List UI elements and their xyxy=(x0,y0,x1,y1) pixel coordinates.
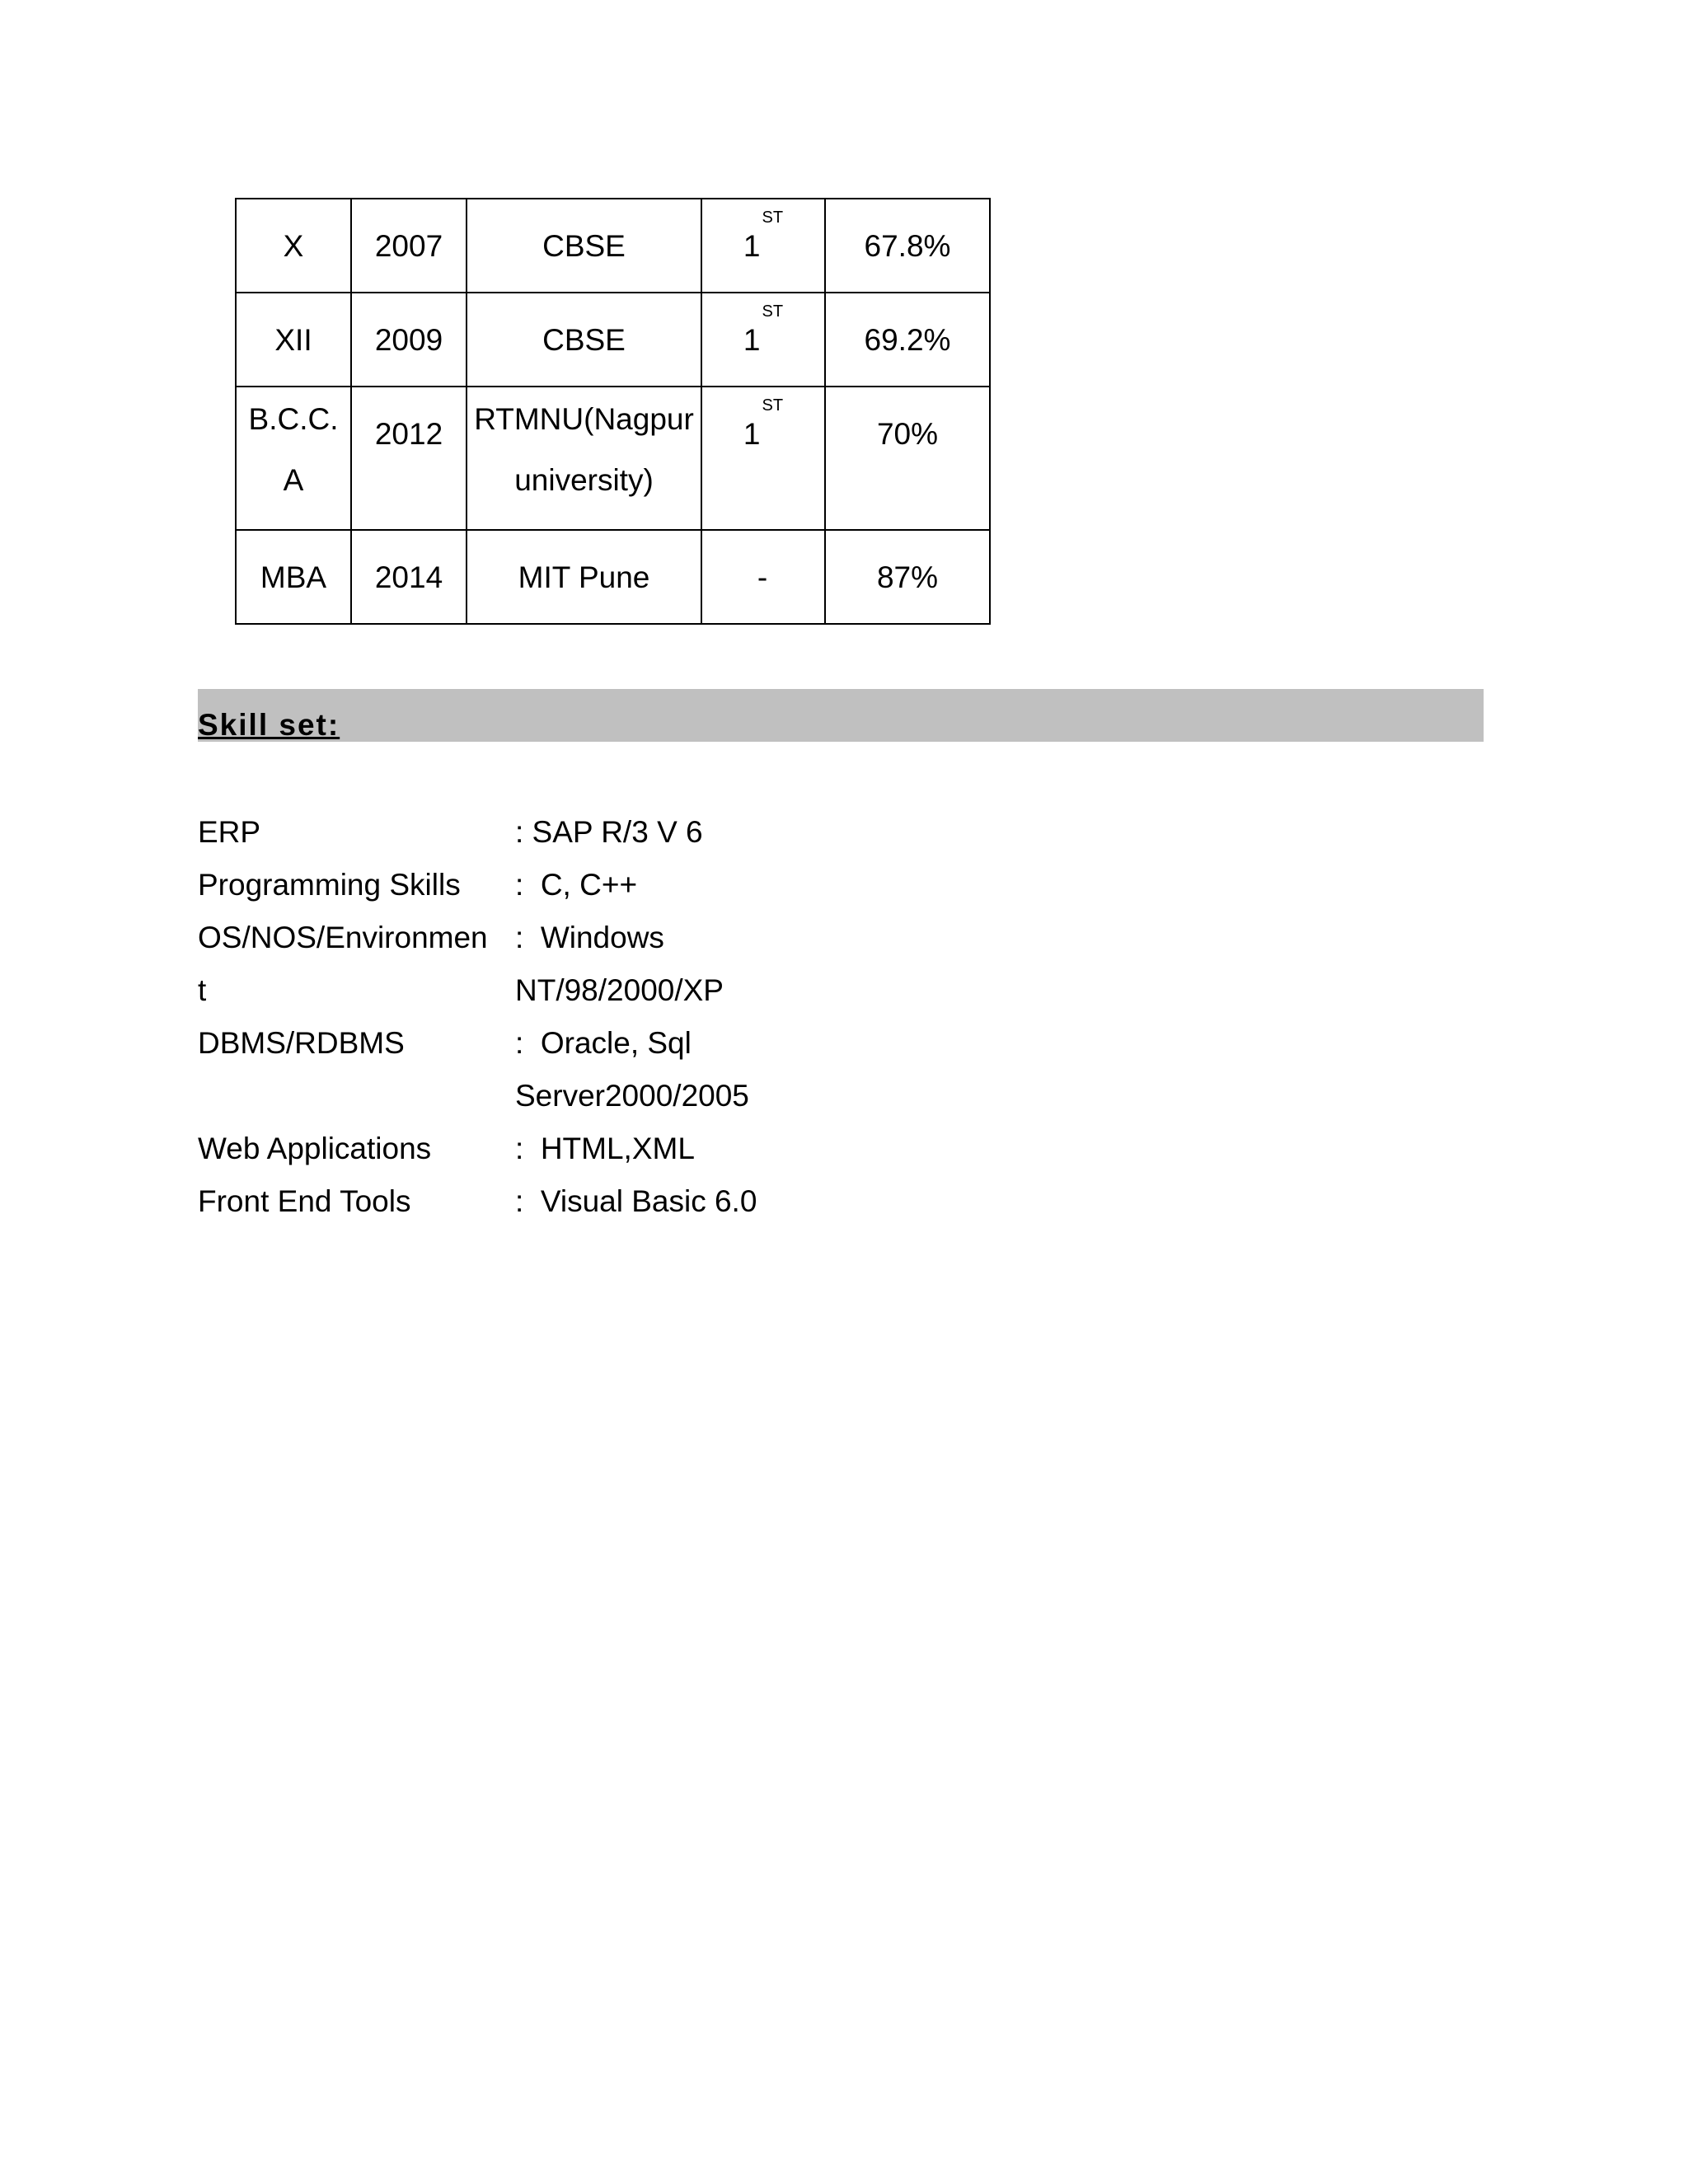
skill-row-erp xyxy=(198,806,787,859)
skill-row-programming xyxy=(198,859,787,912)
skill-row-web xyxy=(198,1122,787,1175)
board-cell: RTMNU(Nagpur university) xyxy=(467,387,701,530)
percentage-cell: 69.2% xyxy=(825,293,990,387)
skill-label: ERP xyxy=(198,815,261,849)
division-value: - xyxy=(757,560,768,594)
skill-label: Programming Skills xyxy=(198,868,461,902)
skill-list xyxy=(198,806,787,1228)
section-title: Skill set: xyxy=(198,708,340,742)
board-cell: CBSE xyxy=(467,293,701,387)
skill-label: Front End Tools xyxy=(198,1184,411,1218)
division-value: 1 xyxy=(743,323,761,357)
skill-label: Web Applications xyxy=(198,1132,432,1165)
division-cell xyxy=(701,387,825,530)
table-row xyxy=(236,530,990,624)
board-cell: MIT Pune xyxy=(467,530,701,624)
percentage-cell: 70% xyxy=(825,387,990,530)
division-cell xyxy=(701,199,825,293)
table-row xyxy=(236,387,990,530)
year-cell: 2009 xyxy=(351,293,467,387)
skill-value: : C, C++ xyxy=(515,868,638,902)
skill-row-dbms xyxy=(198,1017,787,1070)
skill-value: : Oracle, Sql xyxy=(515,1026,692,1060)
skill-value: : HTML,XML xyxy=(515,1132,695,1165)
skill-label-continued: t xyxy=(198,973,207,1007)
division-superscript: ST xyxy=(762,396,784,415)
skill-label: OS/NOS/Environmen xyxy=(198,921,488,954)
skill-row-os-continued xyxy=(198,964,787,1017)
skill-value-continued: NT/98/2000/XP xyxy=(515,973,724,1007)
year-cell: 2012 xyxy=(351,387,467,530)
table-row xyxy=(236,293,990,387)
board-cell: CBSE xyxy=(467,199,701,293)
skill-value: : SAP R/3 V 6 xyxy=(515,815,703,849)
skill-value: : Visual Basic 6.0 xyxy=(515,1184,757,1218)
course-cell: XII xyxy=(236,293,351,387)
division-cell xyxy=(701,293,825,387)
division-value: 1 xyxy=(743,229,761,263)
skill-label-continued xyxy=(198,1070,515,1122)
skill-row-frontend xyxy=(198,1175,787,1228)
skill-value-continued: Server2000/2005 xyxy=(515,1079,749,1113)
division-value: 1 xyxy=(743,417,761,451)
division-cell xyxy=(701,530,825,624)
skill-row-dbms-continued xyxy=(198,1070,787,1122)
year-cell: 2007 xyxy=(351,199,467,293)
year-cell: 2014 xyxy=(351,530,467,624)
percentage-cell: 87% xyxy=(825,530,990,624)
education-table xyxy=(235,198,991,625)
division-superscript: ST xyxy=(762,302,784,321)
skill-value: : Windows xyxy=(515,921,664,954)
course-cell: MBA xyxy=(236,530,351,624)
skill-row-os xyxy=(198,912,787,964)
division-superscript: ST xyxy=(762,209,784,227)
percentage-cell: 67.8% xyxy=(825,199,990,293)
skill-set-header-bar xyxy=(198,689,1484,742)
table-row xyxy=(236,199,990,293)
course-cell: B.C.C. A xyxy=(236,387,351,530)
course-cell: X xyxy=(236,199,351,293)
skill-label: DBMS/RDBMS xyxy=(198,1026,405,1060)
